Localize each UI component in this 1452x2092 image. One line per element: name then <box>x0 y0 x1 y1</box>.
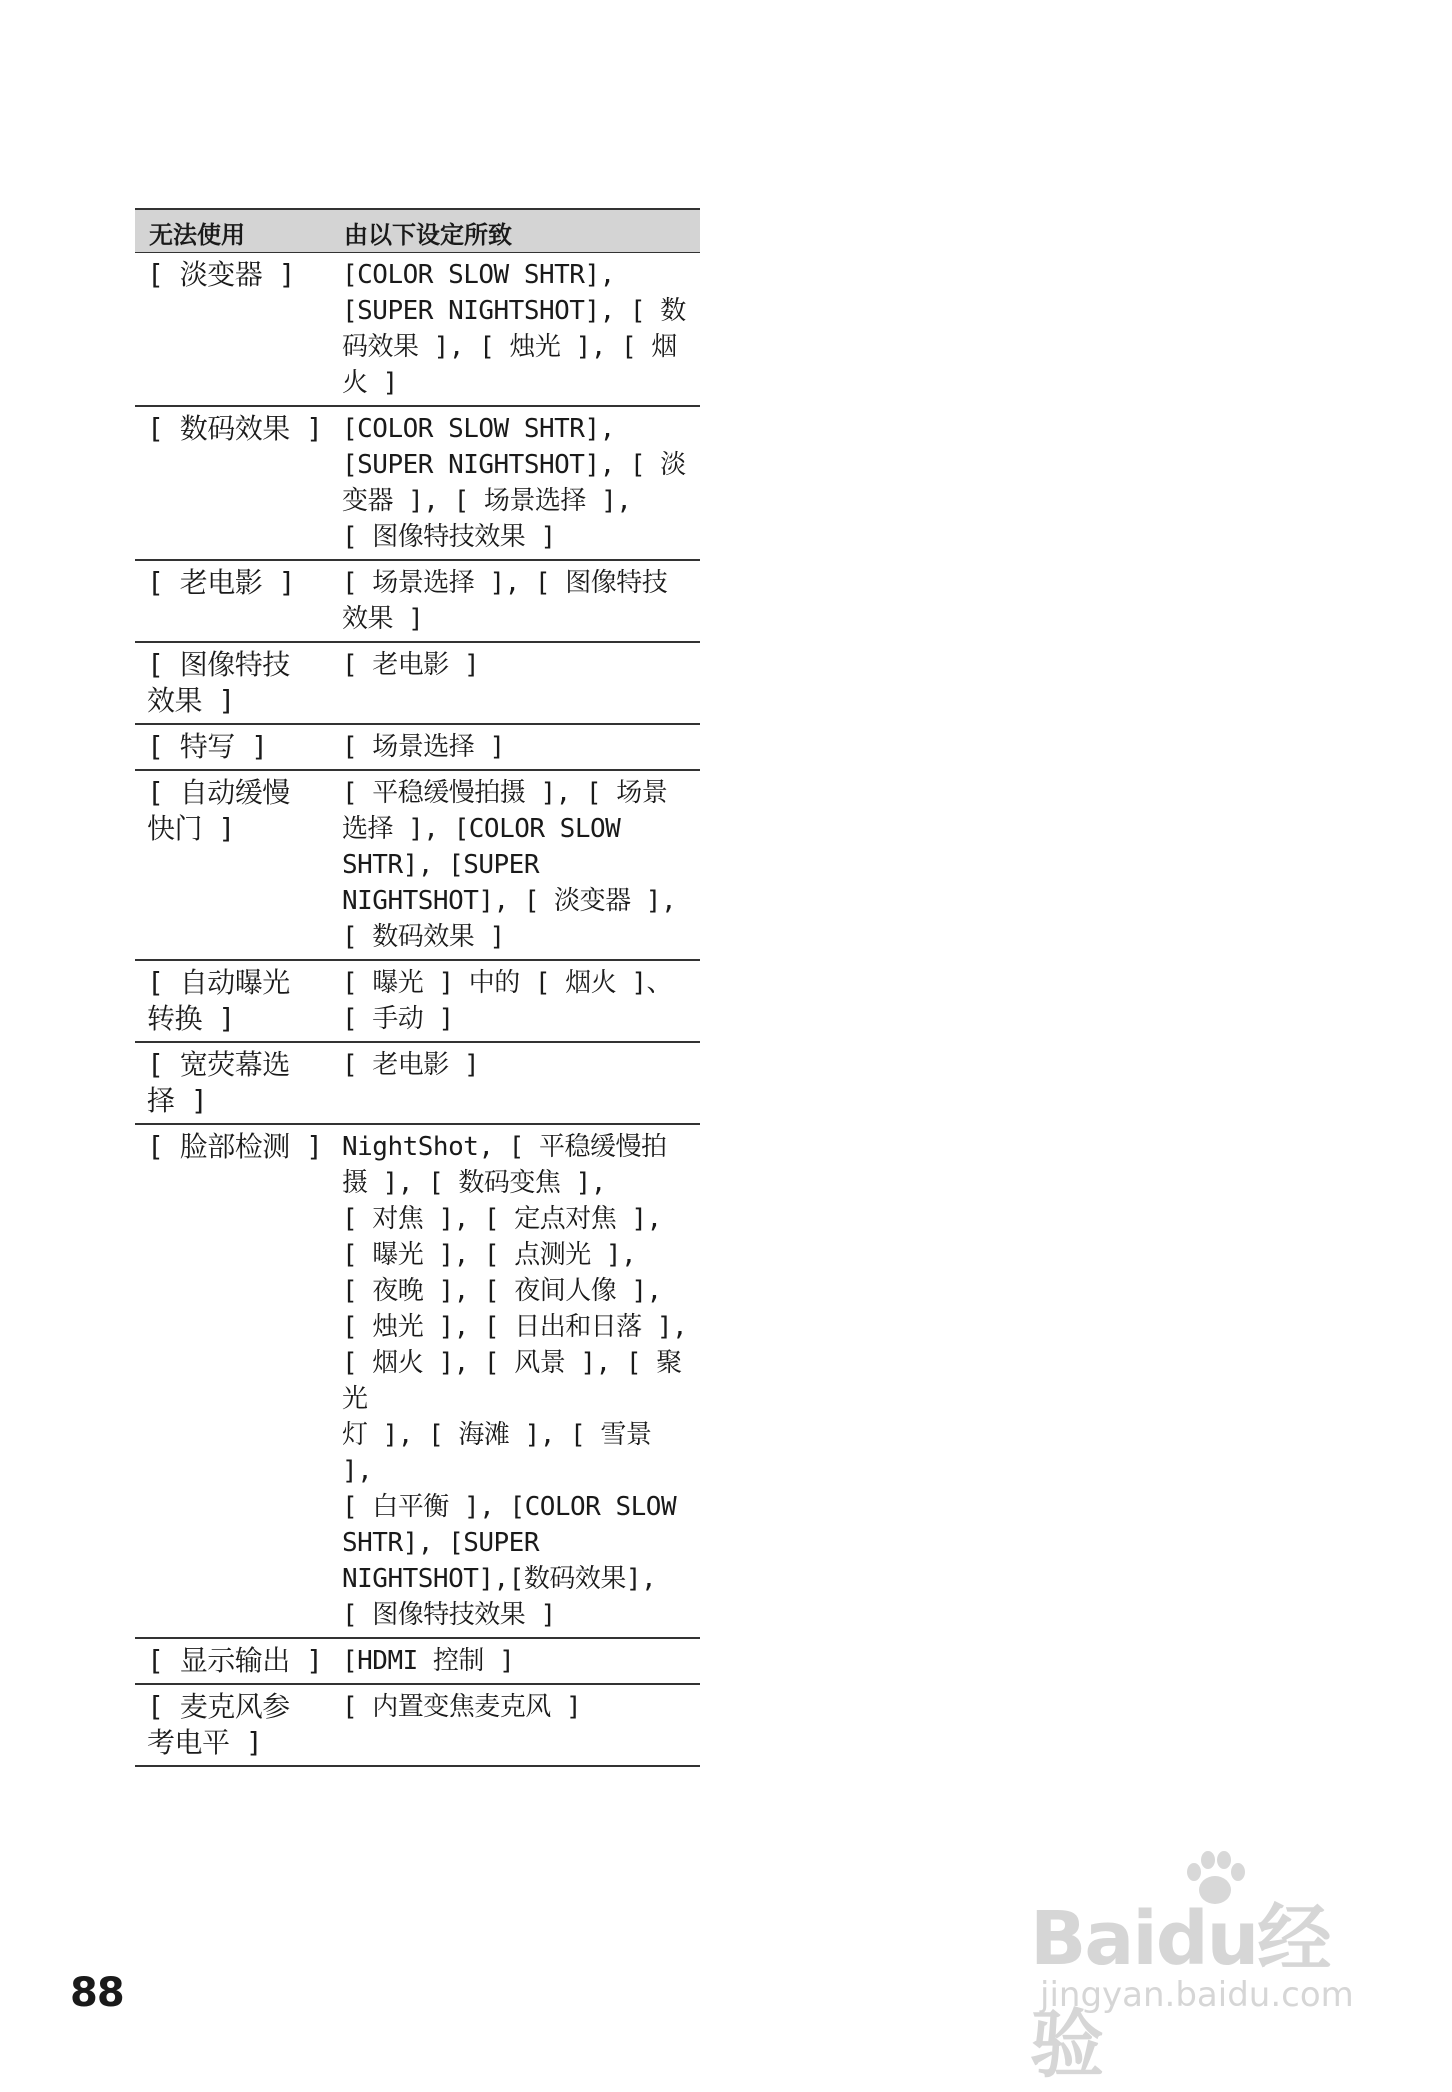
row-feature: [ 图像特技 效果 ] <box>135 642 330 724</box>
row-conditions: [ 场景选择 ] <box>330 724 700 770</box>
row-conditions: [ 曝光 ] 中的 [ 烟火 ]、 [ 手动 ] <box>330 960 700 1042</box>
table-row <box>135 1638 700 1684</box>
row-conditions: [HDMI 控制 ] <box>330 1638 700 1684</box>
baidu-watermark <box>1030 1850 1400 2088</box>
row-feature: [ 数码效果 ] <box>135 406 330 560</box>
row-feature: [ 宽荧幕选 择 ] <box>135 1042 330 1124</box>
watermark-logo-text: Baidu经验 <box>1030 1896 1330 2088</box>
row-feature: [ 特写 ] <box>135 724 330 770</box>
row-conditions: [ 场景选择 ], [ 图像特技 效果 ] <box>330 560 700 642</box>
table-row <box>135 253 700 407</box>
row-conditions: [ 平稳缓慢拍摄 ], [ 场景 选择 ], [COLOR SLOW SHTR], [SUPER NIGHTSHOT], [ 淡变器 ], [ 数码效果 ] <box>330 770 700 960</box>
row-feature: [ 麦克风参 考电平 ] <box>135 1684 330 1766</box>
table-row <box>135 560 700 642</box>
row-feature: [ 老电影 ] <box>135 560 330 642</box>
table-row <box>135 724 700 770</box>
header-caused-by: 由以下设定所致 <box>330 209 700 253</box>
row-conditions: [ 老电影 ] <box>330 1042 700 1124</box>
compatibility-table-container <box>135 208 700 1767</box>
table-row <box>135 406 700 560</box>
row-feature: [ 自动曝光 转换 ] <box>135 960 330 1042</box>
compatibility-table <box>135 208 700 1767</box>
table-row <box>135 770 700 960</box>
row-conditions: [COLOR SLOW SHTR], [SUPER NIGHTSHOT], [ 数 码效果 ], [ 烛光 ], [ 烟 火 ] <box>330 253 700 407</box>
row-feature: [ 脸部检测 ] <box>135 1124 330 1638</box>
row-feature: [ 淡变器 ] <box>135 253 330 407</box>
table-header-row <box>135 209 700 253</box>
table-row <box>135 1684 700 1766</box>
table-row <box>135 960 700 1042</box>
header-unavailable: 无法使用 <box>135 209 330 253</box>
watermark-url: jingyan.baidu.com <box>1040 1975 1354 2015</box>
row-feature: [ 显示输出 ] <box>135 1638 330 1684</box>
table-row <box>135 1124 700 1638</box>
page-number: 88 <box>70 1970 124 2016</box>
row-conditions: [ 老电影 ] <box>330 642 700 724</box>
row-conditions: [ 内置变焦麦克风 ] <box>330 1684 700 1766</box>
table-row <box>135 1042 700 1124</box>
table-row <box>135 642 700 724</box>
table-body <box>135 253 700 1767</box>
row-conditions: NightShot, [ 平稳缓慢拍 摄 ], [ 数码变焦 ], [ 对焦 ], [ 定点对焦 ], [ 曝光 ], [ 点测光 ], [ 夜晚 ], [ 夜间人像 ], [ 烛光 ], [ 日出和日落 ], [ 烟火 ], [ 风景 ], [ 聚光 灯 ], [ 海滩 ], [ 雪景 ], [ 白平衡 ], [COLOR SLOW SHTR], [SUPER NIGHTSHOT],[数码效果], [ 图像特技效果 ] <box>330 1124 700 1638</box>
row-conditions: [COLOR SLOW SHTR], [SUPER NIGHTSHOT], [ 淡 变器 ], [ 场景选择 ], [ 图像特技效果 ] <box>330 406 700 560</box>
row-feature: [ 自动缓慢 快门 ] <box>135 770 330 960</box>
